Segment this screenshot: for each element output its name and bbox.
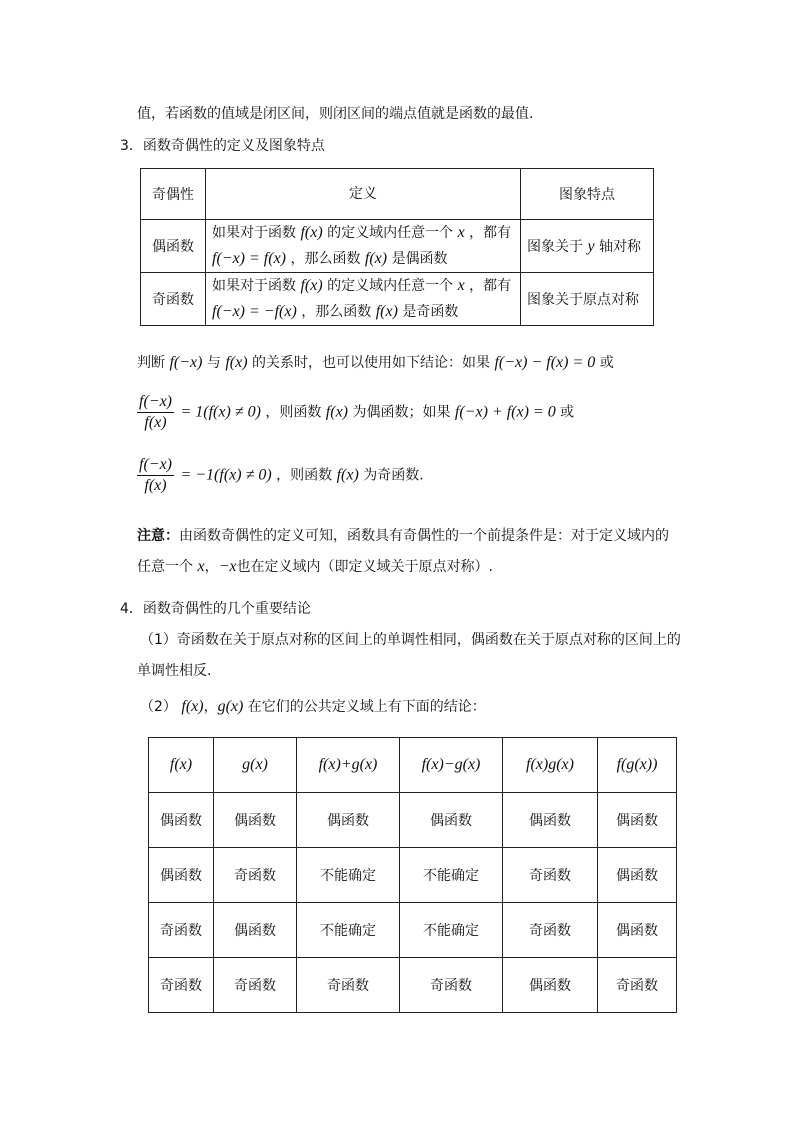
note-line-2: [137, 556, 493, 576]
note-label: 注意：: [137, 528, 179, 544]
table-cell: 奇函数: [214, 848, 297, 903]
math-ratio-one: = 1(f(x) ≠ 0): [180, 403, 261, 421]
table-row: [149, 903, 677, 958]
def-text: 是奇函数: [402, 304, 459, 320]
fraction: [137, 455, 174, 496]
judge-text: 与: [206, 355, 221, 371]
math-f-neg-x: f(−x): [169, 354, 203, 371]
def-text: ，那么函数: [290, 251, 361, 267]
parity-conclusion-table: [148, 737, 677, 1013]
judge-line-1: [137, 352, 614, 372]
table-cell: 奇函数: [503, 848, 598, 903]
table-cell: 偶函数: [297, 793, 400, 848]
table-cell: 偶函数: [598, 903, 677, 958]
table-cell: 奇函数: [503, 903, 598, 958]
table-row: [149, 958, 677, 1013]
table-row-even: [141, 220, 654, 273]
def-text: 是偶函数: [391, 251, 448, 267]
math-x: x: [457, 277, 465, 294]
judge-text: ，则函数: [265, 404, 322, 421]
header-composition: f(g(x)): [598, 738, 677, 793]
section-3-heading: 3．函数奇偶性的定义及图象特点: [120, 138, 325, 154]
judge-text: ，则函数: [276, 467, 333, 484]
math-f: f(x): [375, 303, 398, 320]
math-equation-difference: f(−x) − f(x) = 0: [494, 354, 596, 371]
table-cell: 不能确定: [400, 903, 503, 958]
table-header-row: [149, 738, 677, 793]
judge-text: 判断: [137, 355, 165, 371]
table-row-odd: [141, 273, 654, 326]
table-cell: 偶函数: [149, 848, 214, 903]
def-text: ，都有: [469, 225, 512, 241]
math-equation-sum: f(−x) + f(x) = 0: [454, 403, 556, 421]
math-even-equation: f(−x) = f(x): [212, 250, 286, 267]
judge-text: 的关系时，也可以使用如下结论：如果: [252, 355, 491, 371]
note-text: ，: [204, 559, 219, 575]
table-cell: 偶函数: [503, 793, 598, 848]
math-f-x: f(x): [181, 698, 204, 715]
conclusion-1-line-1: （1）奇函数在关于原点对称的区间上的单调性相同，偶函数在关于原点对称的区间上的: [140, 632, 681, 648]
header-fx: f(x): [149, 738, 214, 793]
math-odd-equation: f(−x) = −f(x): [212, 303, 297, 320]
header-parity: 奇偶性: [141, 169, 206, 220]
math-x: x: [197, 558, 205, 575]
c2-text: （2）: [140, 699, 177, 715]
table-cell: 奇函数: [400, 958, 503, 1013]
fraction-numerator: f(−x): [137, 392, 174, 413]
note-text: 由函数奇偶性的定义可知，函数具有奇偶性的一个前提条件是：对于定义域内的: [179, 528, 669, 544]
header-difference: f(x)−g(x): [400, 738, 503, 793]
table-cell: 偶函数: [400, 793, 503, 848]
table-cell: 偶函数: [503, 958, 598, 1013]
fraction-numerator: f(−x): [137, 455, 174, 476]
def-text: 的定义域内任意一个: [327, 278, 454, 294]
math-f: f(x): [300, 277, 323, 294]
table-cell: 奇函数: [598, 958, 677, 1013]
math-f: f(x): [300, 224, 323, 241]
judge-text: 为奇函数.: [363, 467, 424, 484]
table-cell: 偶函数: [598, 793, 677, 848]
note-line-1: [137, 525, 669, 545]
c2-text: 在它们的公共定义域上有下面的结论：: [247, 699, 486, 715]
table-cell: 奇函数: [149, 903, 214, 958]
table-row: [149, 793, 677, 848]
header-sum: f(x)+g(x): [297, 738, 400, 793]
table-cell: 偶函数: [214, 903, 297, 958]
fraction: [137, 392, 174, 433]
def-text: ，都有: [469, 278, 512, 294]
feature-text: 轴对称: [599, 239, 642, 255]
table-cell: 不能确定: [400, 848, 503, 903]
judge-text: 或: [599, 355, 614, 371]
table-cell: 奇函数: [149, 958, 214, 1013]
paragraph-top: 值，若函数的值域是闭区间，则闭区间的端点值就是函数的最值.: [137, 106, 534, 122]
header-gx: g(x): [214, 738, 297, 793]
fraction-denominator: f(x): [144, 414, 167, 431]
math-ratio-minus-one: = −1(f(x) ≠ 0): [180, 466, 272, 484]
math-y: y: [587, 238, 595, 255]
row-odd-feature: 图象关于原点对称: [521, 273, 654, 326]
header-product: f(x)g(x): [503, 738, 598, 793]
header-graph-feature: 图象特点: [521, 169, 654, 220]
table-cell: 偶函数: [598, 848, 677, 903]
feature-text: 图象关于: [527, 239, 583, 255]
row-odd-definition: [206, 273, 521, 326]
math-f-x: f(x): [336, 466, 359, 484]
judge-line-3: [137, 455, 424, 496]
table-cell: 奇函数: [214, 958, 297, 1013]
table-cell: 不能确定: [297, 903, 400, 958]
note-text: 任意一个: [137, 559, 193, 575]
math-neg-x: −x: [218, 558, 237, 575]
row-even-name: 偶函数: [141, 220, 206, 273]
judge-text: 为偶函数；如果: [352, 404, 451, 421]
conclusion-1-line-2: 单调性相反.: [137, 663, 212, 679]
row-even-feature: [521, 220, 654, 273]
table-cell: 奇函数: [297, 958, 400, 1013]
row-odd-name: 奇函数: [141, 273, 206, 326]
table-cell: 偶函数: [149, 793, 214, 848]
section-4-heading: 4．函数奇偶性的几个重要结论: [120, 601, 311, 617]
judge-text: 或: [560, 404, 575, 421]
row-even-definition: [206, 220, 521, 273]
table-cell: 偶函数: [214, 793, 297, 848]
math-f: f(x): [364, 250, 388, 267]
note-text: 也在定义域内（即定义域关于原点对称）.: [236, 559, 493, 575]
def-text: 的定义域内任意一个: [327, 225, 454, 241]
def-text: ，那么函数: [301, 304, 372, 320]
parity-definition-table: [140, 168, 654, 326]
c2-text: ，: [203, 699, 218, 715]
table-row: [149, 848, 677, 903]
def-text: 如果对于函数: [212, 278, 296, 294]
math-f-x: f(x): [325, 403, 348, 421]
math-x: x: [457, 224, 465, 241]
def-text: 如果对于函数: [212, 225, 296, 241]
conclusion-2: [140, 696, 486, 716]
math-g-x: g(x): [217, 698, 244, 715]
math-f-x: f(x): [225, 354, 248, 371]
table-cell: 不能确定: [297, 848, 400, 903]
fraction-denominator: f(x): [144, 477, 167, 494]
header-definition: 定义: [206, 169, 521, 220]
judge-line-2: [137, 392, 574, 433]
